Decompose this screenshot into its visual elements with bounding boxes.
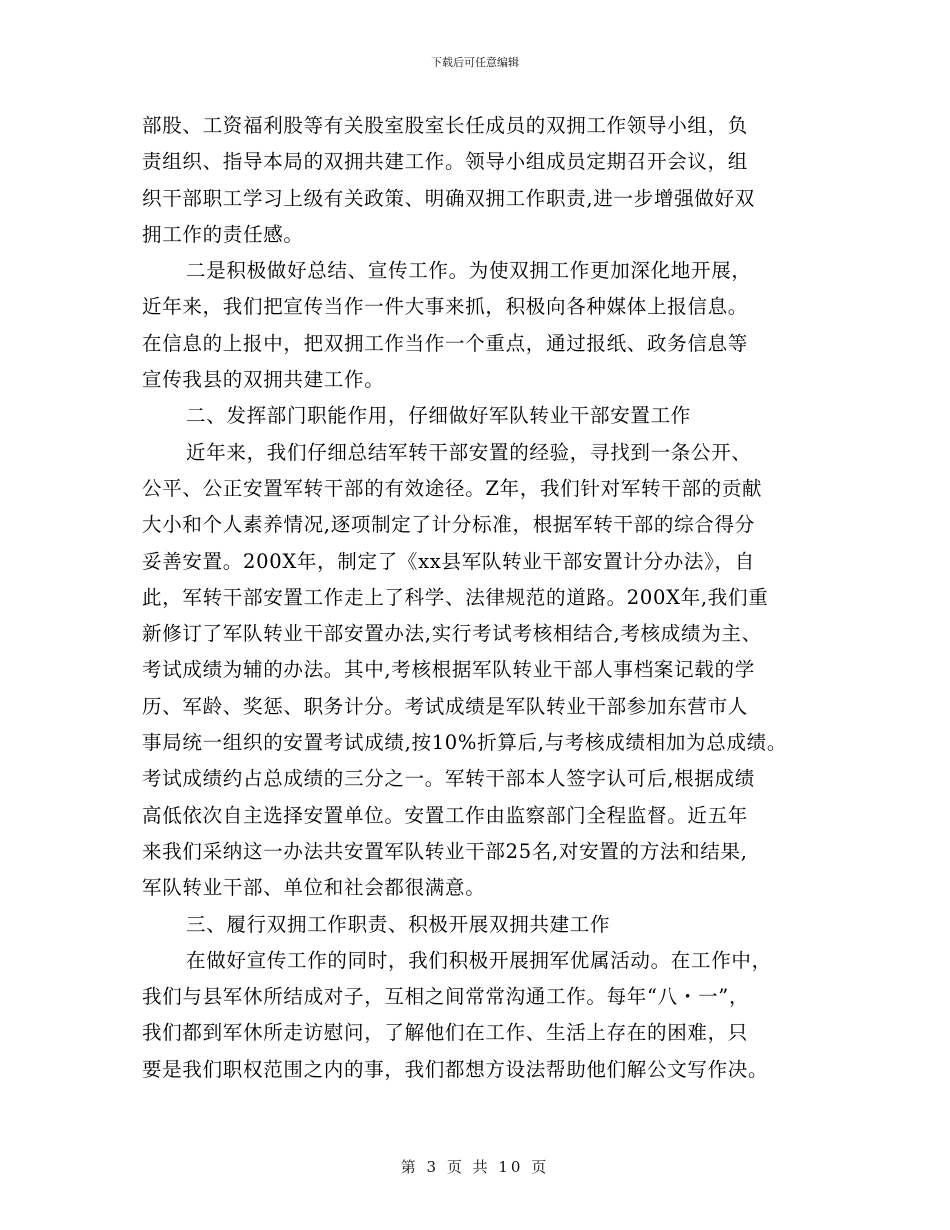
text-line: 历、军龄、奖惩、职务计分。考试成绩是军队转业干部参加东营市人 bbox=[142, 694, 749, 718]
text-line: 拥工作的责任感。 bbox=[142, 222, 304, 246]
page-footer: 第 3 页 共 10 页 bbox=[400, 1158, 550, 1176]
text-line: 考试成绩为辅的办法。其中,考核根据军队转业干部人事档案记载的学 bbox=[142, 658, 755, 682]
text-line: 近年来，我们把宣传当作一件大事来抓，积极向各种媒体上报信息。 bbox=[142, 295, 749, 319]
text-line: 来我们采纳这一办法共安置军队转业干部25名,对安置的方法和结果, bbox=[142, 839, 748, 863]
text-line: 新修订了军队转业干部安置办法,实行考试考核相结合,考核成绩为主、 bbox=[142, 622, 762, 646]
text-line: 宣传我县的双拥共建工作。 bbox=[142, 368, 385, 392]
text-line: 二、发挥部门职能作用，仔细做好军队转业干部安置工作 bbox=[186, 404, 692, 428]
page-header: 下载后可任意编辑 bbox=[431, 56, 519, 69]
text-line: 近年来，我们仔细总结军转干部安置的经验，寻找到一条公开、 bbox=[186, 440, 752, 464]
text-line: 我们都到军休所走访慰问，了解他们在工作、生活上存在的困难，只 bbox=[142, 1021, 749, 1045]
text-line: 高低依次自主选择安置单位。安置工作由监察部门全程监督。近五年 bbox=[142, 803, 749, 827]
text-line: 在信息的上报中，把双拥工作当作一个重点，通过报纸、政务信息等 bbox=[142, 331, 749, 355]
text-line: 军队转业干部、单位和社会都很满意。 bbox=[142, 876, 486, 900]
text-line: 事局统一组织的安置考试成绩,按10%折算后,与考核成绩相加为总成绩。 bbox=[142, 731, 788, 755]
text-line: 织干部职工学习上级有关政策、明确双拥工作职责,进一步增强做好双 bbox=[142, 186, 755, 210]
text-line: 我们与县军休所结成对子，互相之间常常沟通工作。每年“八・一”， bbox=[142, 985, 750, 1009]
text-line: 大小和个人素养情况,逐项制定了计分标准，根据军转干部的综合得分 bbox=[142, 513, 755, 537]
text-line: 责组织、指导本局的双拥共建工作。领导小组成员定期召开会议，组 bbox=[142, 150, 749, 174]
text-line: 妥善安置。200X年，制定了《xx县军队转业干部安置计分办法》，自 bbox=[142, 549, 755, 573]
text-line: 三、履行双拥工作职责、积极开展双拥共建工作 bbox=[186, 912, 611, 936]
text-line: 部股、工资福利股等有关股室股室长任成员的双拥工作领导小组，负 bbox=[142, 114, 749, 137]
text-line: 二是积极做好总结、宣传工作。为使双拥工作更加深化地开展， bbox=[186, 259, 752, 283]
document-body bbox=[142, 108, 827, 1088]
text-line: 公平、公正安置军转干部的有效途径。Z年，我们针对军转干部的贡献 bbox=[142, 476, 763, 500]
text-line: 要是我们职权范围之内的事，我们都想方设法帮助他们解公文写作决。 bbox=[142, 1057, 769, 1081]
text-line: 在做好宣传工作的同时，我们积极开展拥军优属活动。在工作中， bbox=[186, 948, 772, 972]
text-line: 考试成绩约占总成绩的三分之一。军转干部本人签字认可后,根据成绩 bbox=[142, 767, 755, 791]
text-line: 此，军转干部安置工作走上了科学、法律规范的道路。200X年,我们重 bbox=[142, 585, 769, 609]
